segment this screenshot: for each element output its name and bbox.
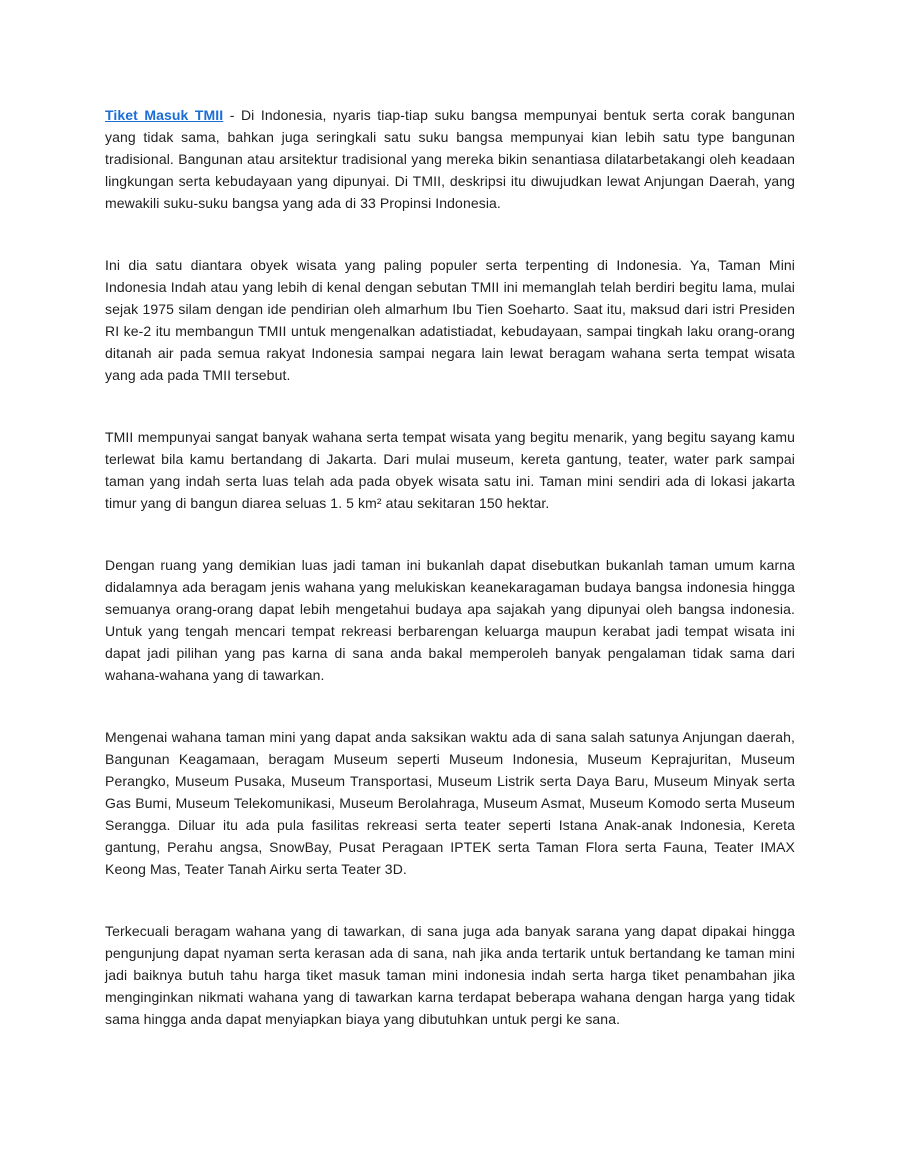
paragraph-wahana-menarik: TMII mempunyai sangat banyak wahana serta tempat wisata yang begitu menarik, yang begitu sayang kamu terlewat bila kamu bertandang di Jakarta. Dari mulai museum, kereta gantung, teater, water park sampai taman yang indah serta luas telah ada pada obyek wisata satu ini. Taman mini sendiri ada di lokasi jakarta timur yang di bangun diarea seluas 1. 5 km² atau sekitaran 150 hektar. <box>105 429 795 511</box>
tiket-masuk-tmii-link[interactable]: Tiket Masuk TMII <box>105 107 224 123</box>
paragraph-daftar-wahana: Mengenai wahana taman mini yang dapat anda saksikan waktu ada di sana salah satunya Anjungan daerah, Bangunan Keagamaan, beragam Museum seperti Museum Indonesia, Museum Keprajuritan, Museum Perangko, Museum Pusaka, Museum Transportasi, Museum Listrik serta Daya Baru, Museum Minyak serta Gas Bumi, Museum Telekomunikasi, Museum Berolahraga, Museum Asmat, Museum Komodo serta Museum Serangga. Diluar itu ada pula fasilitas rekreasi serta teater seperti Istana Anak-anak Indonesia, Kereta gantung, Perahu angsa, SnowBay, Pusat Peragaan IPTEK serta Taman Flora serta Fauna, Teater IMAX Keong Mas, Teater Tanah Airku serta Teater 3D. <box>105 729 795 877</box>
paragraph-obyek-wisata-populer: Ini dia satu diantara obyek wisata yang paling populer serta terpenting di Indonesia. Ya, Taman Mini Indonesia Indah atau yang lebih di kenal dengan sebutan TMII ini memanglah telah berdiri begitu lama, mulai sejak 1975 silam dengan ide pendirian oleh almarhum Ibu Tien Soeharto. Saat itu, maksud dari istri Presiden RI ke-2 itu membangun TMII untuk mengenalkan adatistiadat, kebudayaan, sampai tingkah laku orang-orang ditanah air pada semua rakyat Indonesia sampai negara lain lewat beragam wahana serta tempat wisata yang ada pada TMII tersebut. <box>105 257 795 383</box>
paragraph-ruang-luas: Dengan ruang yang demikian luas jadi taman ini bukanlah dapat disebutkan bukanlah taman umum karna didalamnya ada beragam jenis wahana yang melukiskan keanekaragaman budaya bangsa indonesia hingga semuanya orang-orang dapat lebih mengetahui budaya apa sajakah yang dipunyai oleh bangsa indonesia. Untuk yang tengah mencari tempat rekreasi berbarengan keluarga maupun kerabat jadi tempat wisata ini dapat jadi pilihan yang pas karna di sana anda bakal memperoleh banyak pengalaman tidak sama dari wahana-wahana yang di tawarkan. <box>105 557 795 683</box>
intro-separator: - <box>223 107 241 123</box>
intro-text: Di Indonesia, nyaris tiap-tiap suku bangsa mempunyai bentuk serta corak bangunan yang tidak sama, bahkan juga seringkali satu suku bangsa mempunyai kian lebih satu type bangunan tradisional. Bangunan atau arsitektur tradisional yang mereka bikin senantiasa dilatarbetakangi oleh keadaan lingkungan serta kebudayaan yang dipunyai. Di TMII, deskripsi itu diwujudkan lewat Anjungan Daerah, yang mewakili suku-suku bangsa yang ada di 33 Propinsi Indonesia. <box>105 107 795 211</box>
paragraph-sarana-harga-tiket: Terkecuali beragam wahana yang di tawarkan, di sana juga ada banyak sarana yang dapat dipakai hingga pengunjung dapat nyaman serta kerasan ada di sana, nah jika anda tertarik untuk bertandang ke taman mini jadi baiknya butuh tahu harga tiket masuk taman mini indonesia indah serta harga tiket penambahan jika menginginkan nikmati wahana yang di tawarkan karna terdapat beberapa wahana dengan harga yang tidak sama hingga anda dapat menyiapkan biaya yang dibutuhkan untuk pergi ke sana. <box>105 923 795 1027</box>
intro-paragraph <box>105 104 795 214</box>
